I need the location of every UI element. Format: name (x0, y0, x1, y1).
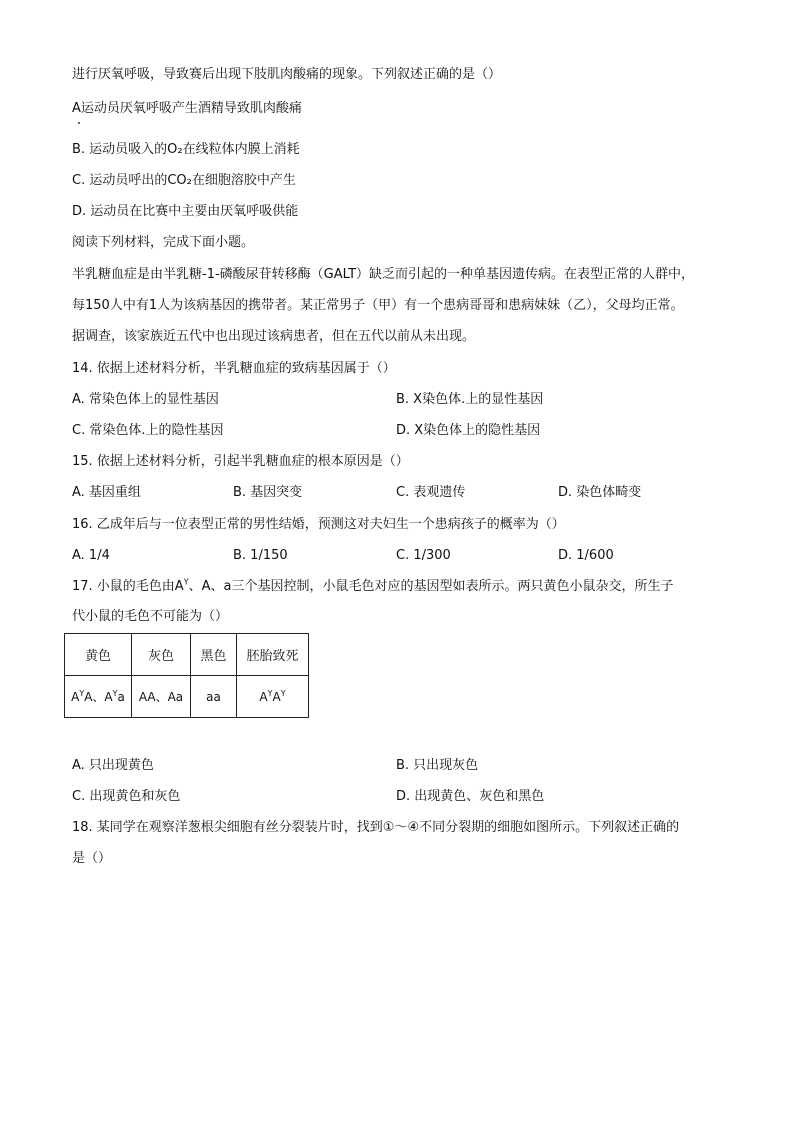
q17-option-c: C. 出现黄色和灰色 (72, 789, 181, 804)
option-a-prev: A运动员厌氧呼吸产生酒精导致肌肉酸痛 (72, 101, 302, 116)
question-15-stem: 15. 依据上述材料分析，引起半乳糖血症的根本原因是（） (72, 454, 409, 469)
q15-option-a: A. 基因重组 (72, 485, 141, 500)
q17-option-d: D. 出现黄色、灰色和黑色 (396, 789, 545, 804)
option-c-prev: C. 运动员呼出的CO₂在细胞溶胶中产生 (72, 173, 296, 188)
option-d-prev: D. 运动员在比赛中主要由厌氧呼吸供能 (72, 204, 299, 219)
table-header-row (65, 634, 309, 676)
cell-yellow-genotypes: $A^YA$、$A^Ya$ (65, 676, 132, 718)
cell-black-genotype: aa (191, 676, 237, 718)
header-yellow: 黄色 (65, 634, 132, 676)
q16-option-d: D. 1/600 (558, 548, 614, 563)
q16-option-a: A. 1/4 (72, 548, 110, 563)
reading-instruction: 阅读下列材料，完成下面小题。 (72, 235, 255, 250)
question-16-stem: 16. 乙成年后与一位表型正常的男性结婚，预测这对夫妇生一个患病孩子的概率为（） (72, 517, 565, 532)
genotype-table (64, 633, 309, 718)
q17-option-b: B. 只出现灰色 (396, 758, 479, 773)
cell-lethal-genotype: $A^YA^Y$ (237, 676, 309, 718)
question-17-stem: 17. 小鼠的毛色由$A^Y$、A、a三个基因控制，小鼠毛色对应的基因型如表所示。两只黄色小鼠杂交，所生子 (72, 577, 674, 594)
option-b-prev: B. 运动员吸入的O₂在线粒体内膜上消耗 (72, 142, 300, 157)
q15-option-d: D. 染色体畸变 (558, 485, 642, 500)
q16-option-c: C. 1/300 (396, 548, 451, 563)
cell-gray-genotypes: AA、Aa (132, 676, 191, 718)
question-18-stem: 18. 某同学在观察洋葱根尖细胞有丝分裂装片时，找到①～④不同分裂期的细胞如图所示。下列叙述正确的 (72, 820, 680, 835)
q14-option-c: C. 常染色体.上的隐性基因 (72, 423, 224, 438)
q16-option-b: B. 1/150 (233, 548, 288, 563)
q14-option-a: A. 常染色体上的显性基因 (72, 392, 219, 407)
q14-option-b: B. X染色体.上的显性基因 (396, 392, 544, 407)
intro-line: 进行厌氧呼吸，导致赛后出现下肢肌肉酸痛的现象。下列叙述正确的是（） (72, 67, 502, 82)
stray-dot (78, 122, 80, 124)
header-gray: 灰色 (132, 634, 191, 676)
header-black: 黑色 (191, 634, 237, 676)
question-17-stem-cont: 代小鼠的毛色不可能为（） (72, 609, 229, 624)
reading-paragraph-2: 每150人中有1人为该病基因的携带者。某正常男子（甲）有一个患病哥哥和患病妹妹（乙），父母均正常。 (72, 298, 684, 313)
question-18-stem-cont: 是（） (72, 851, 112, 866)
table-row (65, 676, 309, 718)
q14-option-d: D. X染色体上的隐性基因 (396, 423, 541, 438)
q15-option-c: C. 表观遗传 (396, 485, 466, 500)
reading-paragraph-3: 据调查，该家族近五代中也出现过该病患者，但在五代以前从未出现。 (72, 329, 476, 344)
question-14-stem: 14. 依据上述材料分析，半乳糖血症的致病基因属于（） (72, 361, 396, 376)
q15-option-b: B. 基因突变 (233, 485, 303, 500)
header-lethal: 胚胎致死 (237, 634, 309, 676)
q17-option-a: A. 只出现黄色 (72, 758, 154, 773)
reading-paragraph-1: 半乳糖血症是由半乳糖-1-磷酸尿苷转移酶（GALT）缺乏而引起的一种单基因遗传病。在表型正常的人群中， (72, 267, 695, 282)
